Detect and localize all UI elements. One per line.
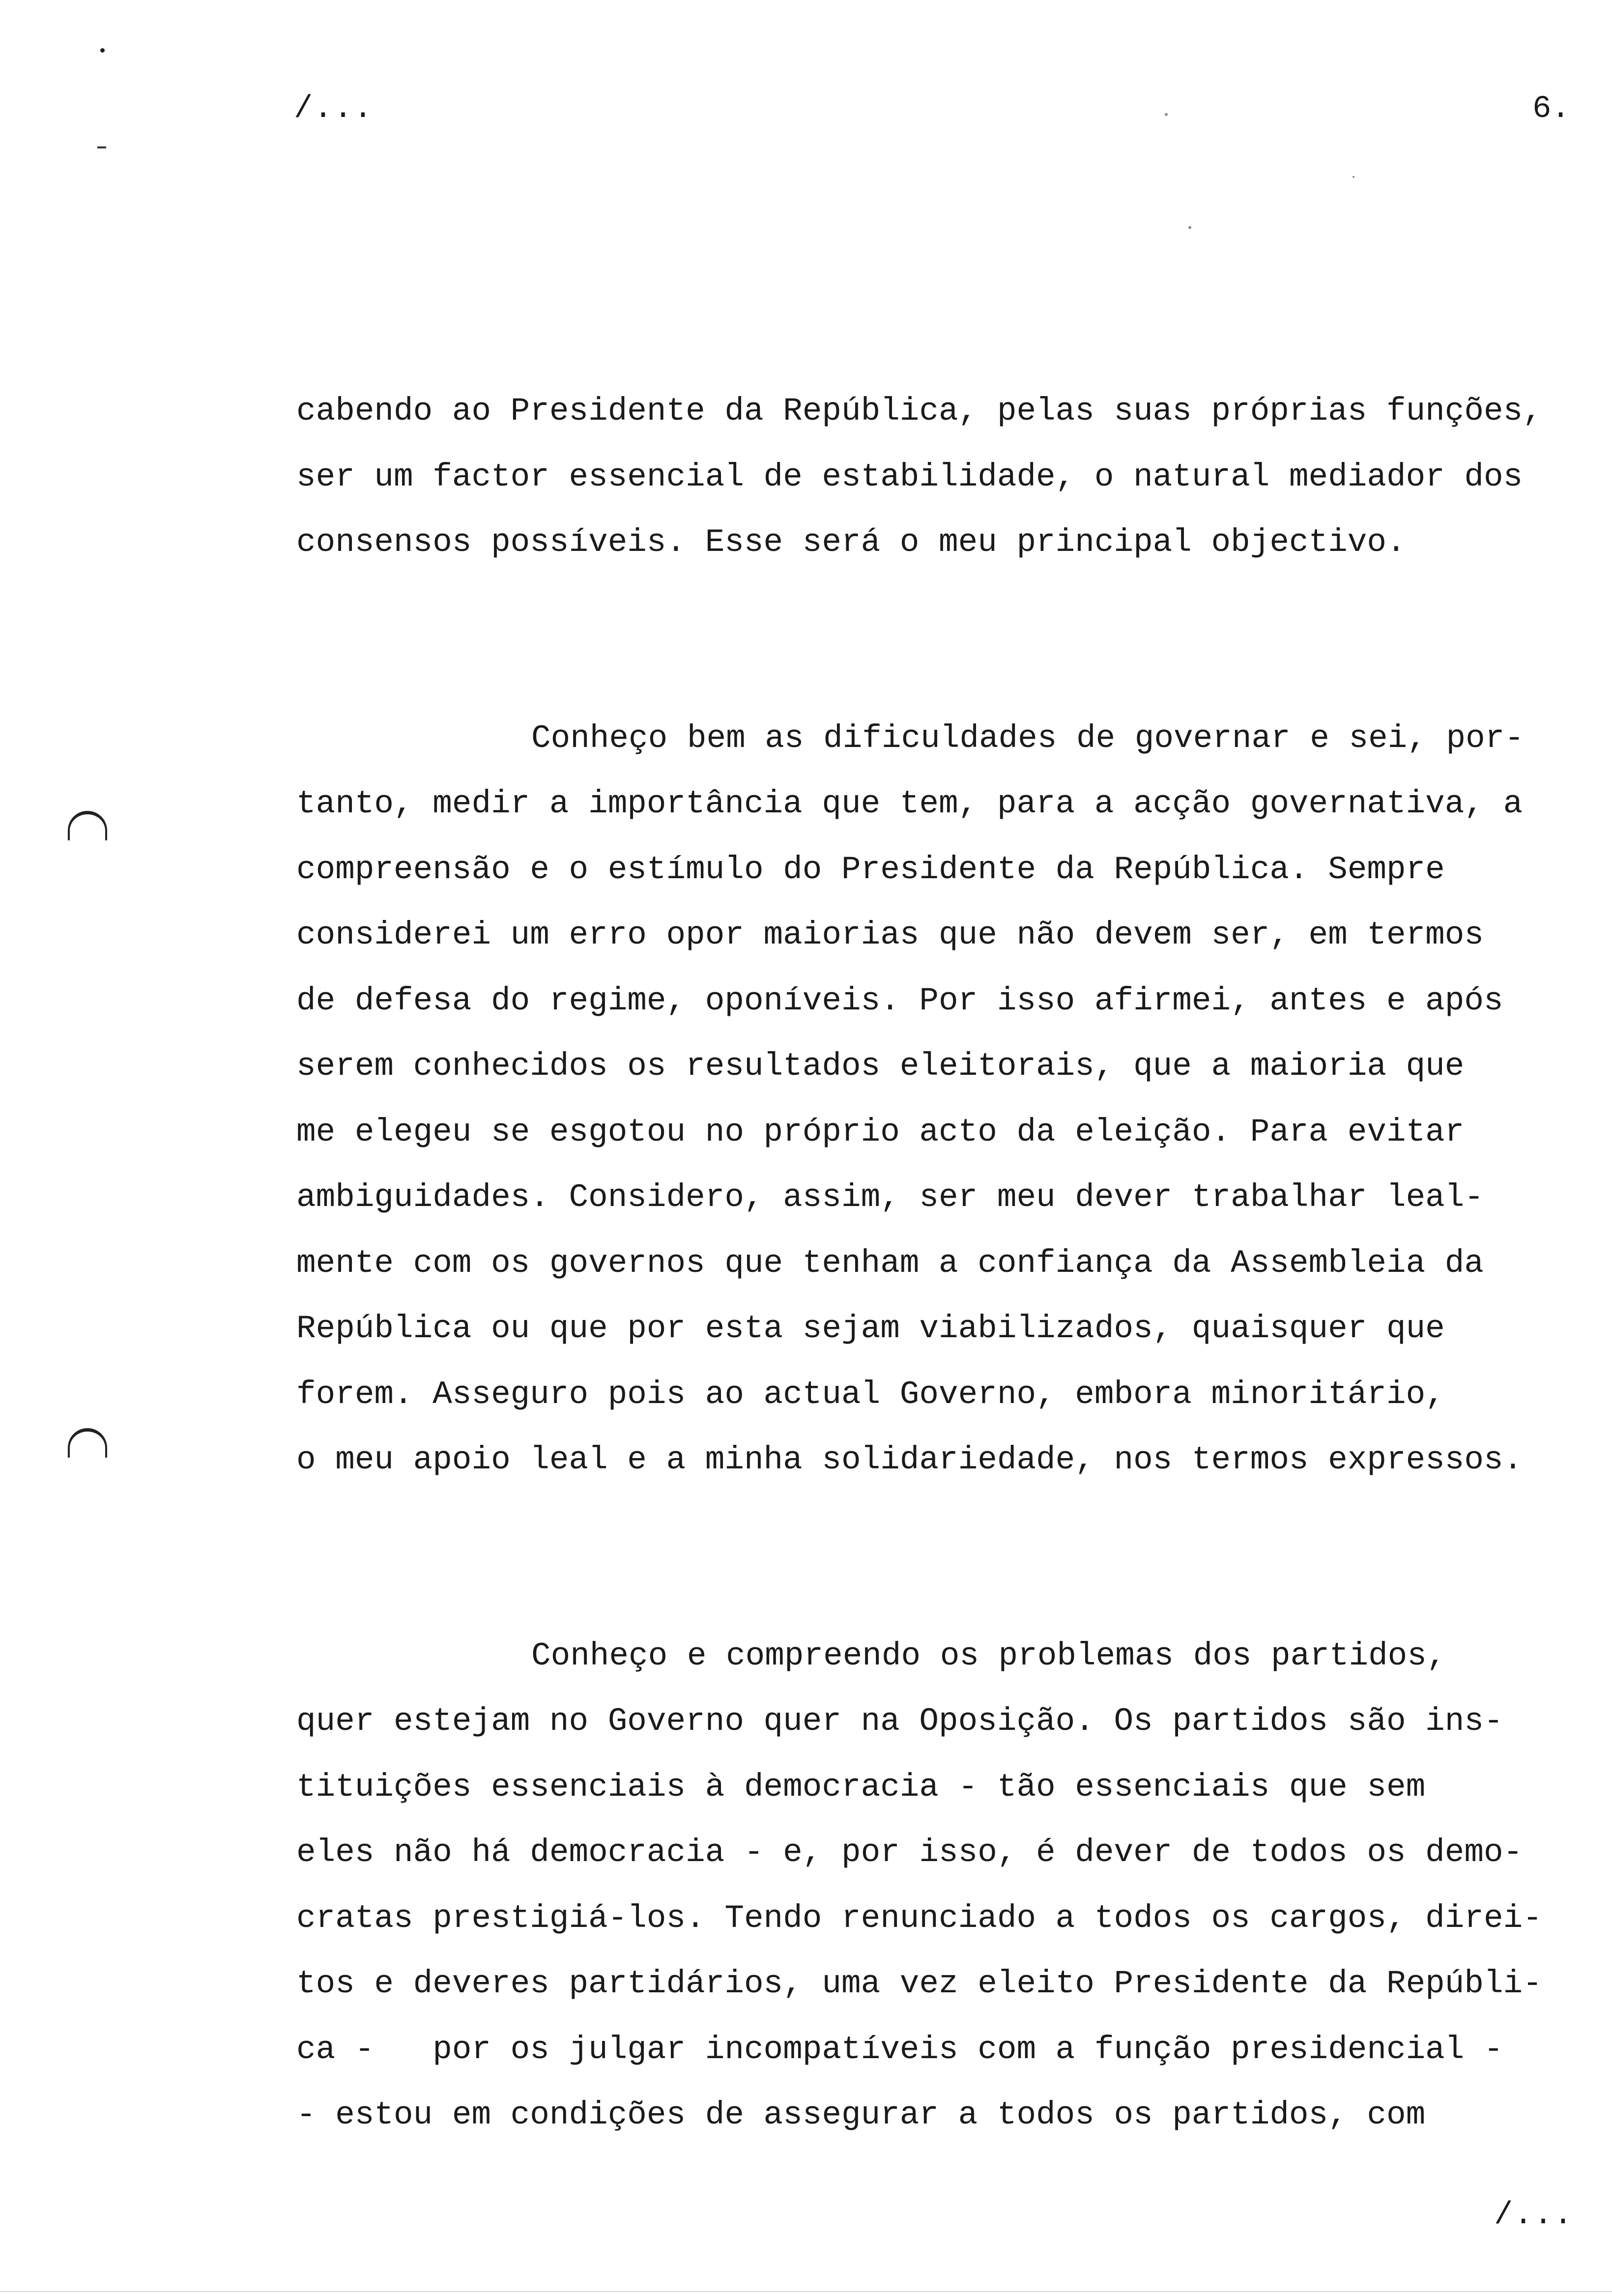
paragraph-spacer (296, 575, 1584, 706)
text-line: me elegeu se esgotou no próprio acto da eleição. Para evitar (296, 1113, 1465, 1150)
header-continuation-mark: /... (294, 91, 374, 127)
text-line: de defesa do regime, oponíveis. Por isso afirmei, antes e após (296, 982, 1503, 1019)
text-line: - estou em condições de assegurar a todos os partidos, com (296, 2096, 1426, 2133)
text-line: compreensão e o estímulo do Presidente da República. Sempre (296, 851, 1445, 888)
footer-continuation-mark: /... (1494, 2198, 1574, 2233)
text-line: Conheço e compreendo os problemas dos partidos, (531, 1637, 1446, 1674)
text-line: o meu apoio leal e a minha solidariedade, nos termos expressos. (296, 1441, 1523, 1478)
text-line: cratas prestigiá-los. Tendo renunciado a todos os cargos, direi- (296, 1899, 1542, 1937)
text-line: quer estejam no Governo quer na Oposição. Os partidos são ins- (296, 1703, 1503, 1740)
scan-speck (1165, 113, 1168, 116)
paragraph-1 (296, 378, 1584, 575)
text-line: tos e deveres partidários, uma vez eleito Presidente da Repúbli- (296, 1965, 1542, 2002)
scan-speck (1188, 226, 1191, 229)
text-line: tituições essenciais à democracia - tão essenciais que sem (296, 1768, 1426, 1806)
text-line: mente com os governos que tenham a confiança da Assembleia da (296, 1244, 1484, 1282)
punch-hole-mark (68, 1428, 107, 1458)
scan-speck (1353, 176, 1354, 178)
text-line: ca - por os julgar incompatíveis com a função presidencial - (296, 2031, 1503, 2068)
page-number: 6. (1532, 91, 1570, 127)
text-line: forem. Asseguro pois ao actual Governo, embora minoritário, (296, 1376, 1445, 1413)
paragraph-3 (296, 1623, 1584, 2148)
text-line: cabendo ao Presidente da República, pelas suas próprias funções, (296, 393, 1542, 430)
margin-dash-mark (97, 146, 106, 148)
text-line: tanto, medir a importância que tem, para a acção governativa, a (296, 785, 1523, 822)
text-line: República ou que por esta sejam viabilizados, quaisquer que (296, 1310, 1445, 1347)
text-line: Conheço bem as dificuldades de governar e sei, por- (531, 719, 1524, 757)
body-text (296, 378, 1584, 2148)
text-line: consensos possíveis. Esse será o meu principal objectivo. (296, 524, 1406, 561)
punch-hole-mark (68, 811, 107, 840)
paragraph-spacer (296, 1493, 1584, 1623)
text-line: ambiguidades. Considero, assim, ser meu dever trabalhar leal- (296, 1179, 1484, 1216)
margin-dot-mark (100, 48, 105, 53)
text-line: serem conhecidos os resultados eleitorais, que a maioria que (296, 1048, 1465, 1085)
page-bottom-edge (0, 2291, 1612, 2292)
text-line: eles não há democracia - e, por isso, é dever de todos os demo- (296, 1834, 1523, 1871)
paragraph-2 (296, 706, 1584, 1493)
text-line: considerei um erro opor maiorias que não devem ser, em termos (296, 917, 1484, 953)
text-line: ser um factor essencial de estabilidade, o natural mediador dos (296, 458, 1523, 495)
